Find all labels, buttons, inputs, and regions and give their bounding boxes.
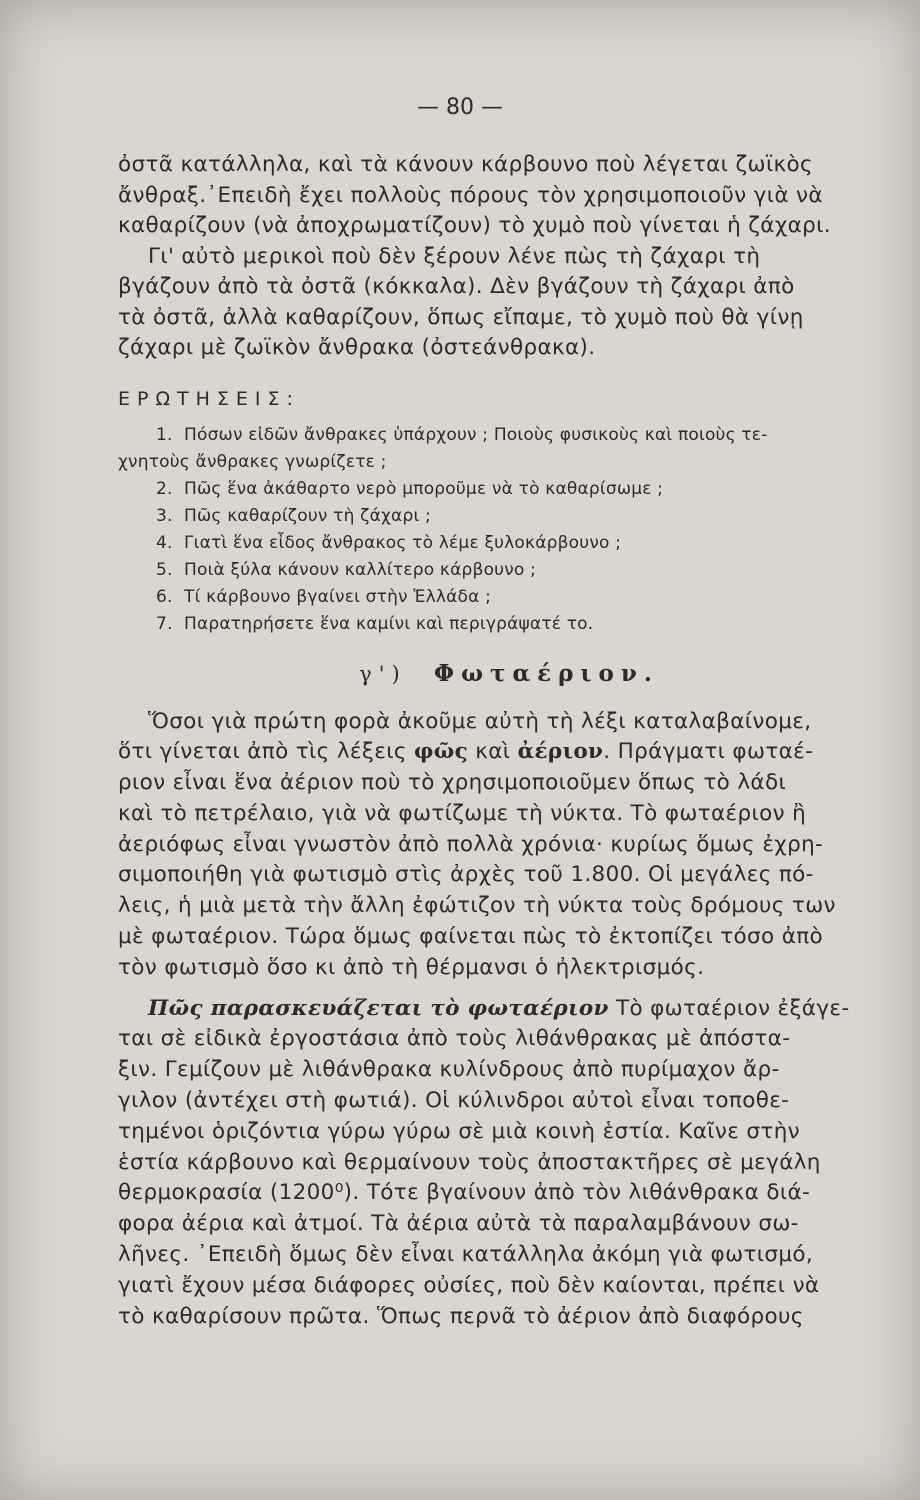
question-item: [118, 530, 900, 557]
text-line-with-bold: ὅτι γίνεται ἀπὸ τὶς λέξεις φῶς καὶ ἀέριον. Πράγματι φωταέ-: [118, 739, 814, 765]
text-run: Τὸ φωταέριον ἐξάγε-: [608, 995, 850, 1021]
section-title: [118, 660, 900, 687]
question-number: 6.: [156, 586, 173, 607]
section-name: Φωταέριον.: [434, 659, 659, 687]
question-number: 1.: [156, 424, 173, 445]
questions-heading: ΕΡΩΤΗΣΕΙΣ:: [118, 387, 300, 410]
question-item: [118, 611, 900, 638]
text-line: ξιν. Γεμίζουν μὲ λιθάνθρακα κυλίνδρους ἀπὸ πυρίμαχον ἄρ-: [118, 1057, 780, 1083]
question-number: 7.: [156, 613, 173, 634]
text-line: ἀεριόφως εἶναι γνωστὸν ἀπὸ πολλὰ χρόνια· κυρίως ὅμως ἐχρη-: [118, 831, 824, 857]
question-item: [118, 476, 900, 503]
run-in-heading: Πῶς παρασκευάζεται τὸ φωταέριον: [148, 995, 609, 1021]
text-line: καθαρίζουν (νὰ ἀποχρωματίζουν) τὸ χυμὸ ποὺ γίνεται ἡ ζάχαρι.: [118, 213, 831, 238]
paragraph-bone-charcoal: [118, 150, 900, 364]
bold-word: ἀέριον: [517, 739, 604, 765]
section-letter: γ'): [359, 661, 407, 686]
question-item: [118, 449, 900, 476]
bold-word: φῶς: [413, 739, 469, 765]
text-line: σιμοποιήθη γιὰ φωτισμὸ στὶς ἀρχὲς τοῦ 1.800. Οἱ μεγάλες πό-: [118, 862, 814, 888]
text-line: [118, 994, 900, 1025]
text-line: ζάχαρι μὲ ζωϊκὸν ἄνθρακα (ὀστεάνθρακα).: [118, 335, 596, 360]
question-text: Πῶς ἕνα ἀκάθαρτο νερὸ μποροῦμε νὰ τὸ καθαρίσωμε ;: [184, 478, 664, 499]
question-text: Πόσων εἰδῶν ἄνθρακες ὑπάρχουν ; Ποιοὺς φυσικοὺς καὶ ποιοὺς τε-: [184, 424, 768, 445]
text-line: ται σὲ εἰδικὰ ἐργοστάσια ἀπὸ τοὺς λιθάνθρακας μὲ ἀπόστα-: [118, 1026, 791, 1052]
question-number: 5.: [156, 559, 173, 580]
question-text: Ποιὰ ξύλα κάνουν καλλίτερο κάρβουνο ;: [184, 559, 537, 580]
question-number: 2.: [156, 478, 173, 499]
text-line: γιατὶ ἔχουν μέσα διάφορες οὐσίες, ποὺ δὲν καίονται, πρέπει νὰ: [118, 1272, 820, 1298]
text-line: ριον εἶναι ἕνα ἀέριον ποὺ τὸ χρησιμοποιοῦμεν ὅπως τὸ λάδι: [118, 770, 787, 796]
page-number: — 80 —: [417, 95, 503, 120]
text-line: λῆνες. ᾿Επειδὴ ὅμως δὲν εἶναι κατάλληλα ἀκόμη γιὰ φωτισμό,: [118, 1242, 814, 1268]
text-line: τημένοι ὁριζόντια γύρω γύρω σὲ μιὰ κοινὴ ἑστία. Καῖνε στὴν: [118, 1118, 801, 1144]
question-item: [118, 584, 900, 611]
question-text: Πῶς καθαρίζουν τὴ ζάχαρι ;: [184, 505, 431, 526]
text-line: τὸ καθαρίσουν πρῶτα. Ὅπως περνᾶ τὸ ἀέριον ἀπὸ διαφόρους: [118, 1303, 804, 1329]
text-line: Γι' αὐτὸ μερικοὶ ποὺ δὲν ξέρουν λένε πὼς τὴ ζάχαρι τὴ: [148, 243, 761, 269]
question-number: 3.: [156, 505, 173, 526]
text-line: θερμοκρασία (1200⁰). Τότε βγαίνουν ἀπὸ τὸν λιθάνθρακα διά-: [118, 1180, 811, 1206]
text-line: ὀστᾶ κατάλληλα, καὶ τὰ κάνουν κάρβουνο ποὺ λέγεται ζωϊκὸς: [118, 152, 813, 177]
question-item: [118, 422, 900, 449]
text-line: φορα ἀέρια καὶ ἀτμοί. Τὰ ἀέρια αὐτὰ τὰ παραλαμβάνουν σω-: [118, 1211, 799, 1237]
question-text: χνητοὺς ἄνθρακες γνωρίζετε ;: [118, 451, 387, 472]
question-item: [118, 503, 900, 530]
text-line: μὲ φωταέριον. Τώρα ὅμως φαίνεται πὼς τὸ ἐκτοπίζει τόσο ἀπὸ: [118, 924, 824, 950]
questions-list: [118, 422, 900, 638]
text-line: Ὅσοι γιὰ πρώτη φορὰ ἀκοῦμε αὐτὴ τὴ λέξι καταλαβαίνομε,: [148, 708, 812, 734]
question-text: Γιατὶ ἕνα εἶδος ἄνθρακος τὸ λέμε ξυλοκάρβουνο ;: [184, 532, 622, 553]
paragraph-gas-intro: [118, 707, 900, 984]
paragraph-gas-production: [118, 994, 900, 1333]
question-item: [118, 557, 900, 584]
text-line: ἑστία κάρβουνο καὶ θερμαίνουν τοὺς ἀποστακτῆρες σὲ μεγάλη: [118, 1149, 821, 1175]
text-line: γιλον (ἀντέχει στὴ φωτιά). Οἱ κύλινδροι αὐτοὶ εἶναι τοποθε-: [118, 1088, 790, 1114]
page-text: [118, 150, 900, 1332]
question-text: Τί κάρβουνο βγαίνει στὴν Ἑλλάδα ;: [184, 586, 492, 607]
text-line: τὰ ὀστᾶ, ἀλλὰ καθαρίζουν, ὅπως εἴπαμε, τὸ χυμὸ ποὺ θὰ γίνῃ: [118, 304, 804, 330]
text-line: λεις, ἡ μιὰ μετὰ τὴν ἄλλη ἐφώτιζον τὴ νύκτα τοὺς δρόμους των: [118, 893, 836, 919]
text-line: ἄνθραξ.᾿Επειδὴ ἔχει πολλοὺς πόρους τὸν χρησιμοποιοῦν γιὰ νὰ: [118, 182, 823, 208]
text-line: βγάζουν ἀπὸ τὰ ὀστᾶ (κόκκαλα). Δὲν βγάζουν τὴ ζάχαρι ἀπὸ: [118, 274, 795, 299]
text-line: τὸν φωτισμὸ ὅσο κι ἀπὸ τὴ θέρμανσι ὁ ἠλεκτρισμός.: [118, 954, 705, 980]
text-line: καὶ τὸ πετρέλαιο, γιὰ νὰ φωτίζωμε τὴ νύκτα. Τὸ φωταέριον ἢ: [118, 800, 807, 826]
question-text: Παρατηρήσετε ἕνα καμίνι καὶ περιγράψατέ το.: [184, 613, 594, 634]
question-number: 4.: [156, 532, 173, 553]
